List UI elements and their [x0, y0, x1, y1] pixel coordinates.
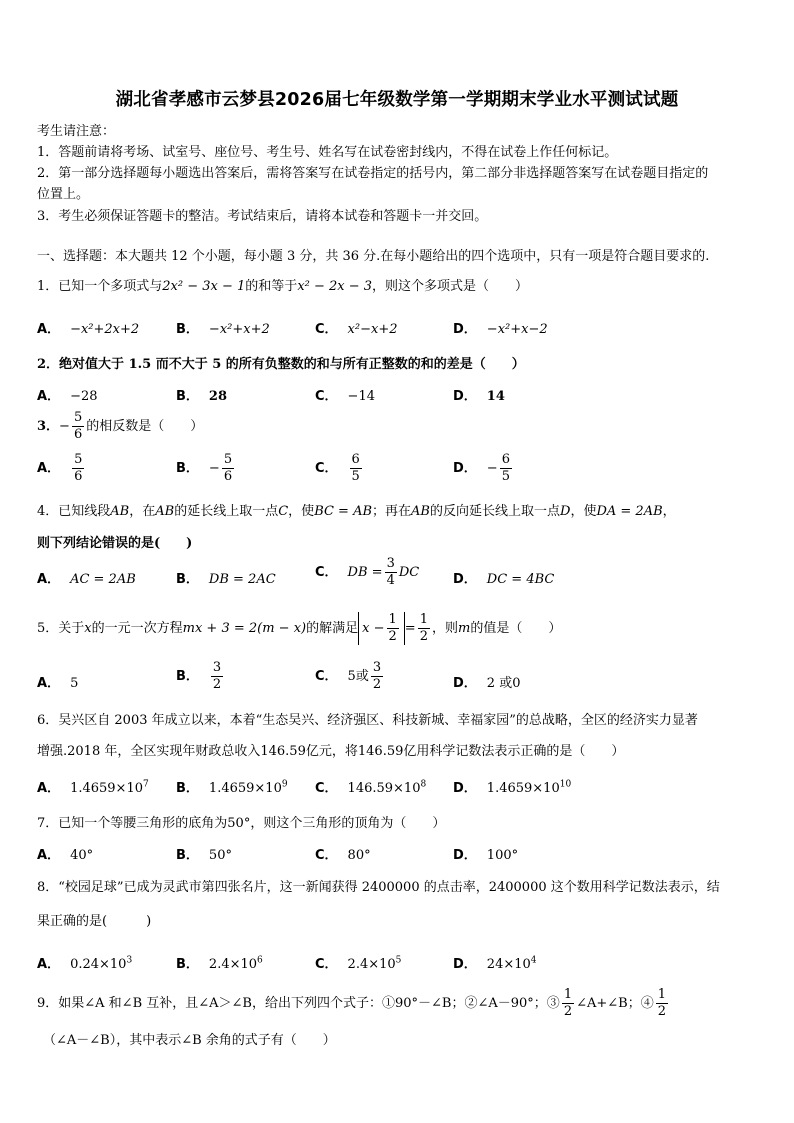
- q2-option-d[interactable]: D． 14: [453, 389, 505, 404]
- q2-option-a[interactable]: A． −28: [37, 389, 98, 404]
- q5-absolute-value: x − $\frac{1}{2}$: [358, 612, 405, 645]
- notice-item-1: 1．答题前请将考场、试室号、座位号、考生号、姓名写在试卷密封线内，不得在试卷上作任何标记。: [37, 145, 618, 160]
- notice-item-2-cont: 位置上。: [37, 187, 90, 202]
- question-9: 9．如果∠A 和∠B 互补，且∠A＞∠B，给出下列四个式子：①90°－∠B；②∠A－90°；③ $\frac{1}{2}$ ∠A+∠B；④ $\frac{1}{2}$: [37, 987, 666, 1019]
- question-2: 2．绝对值大于 1.5 而不大于 5 的所有负整数的和与所有正整数的和的差是（ ）: [37, 357, 525, 372]
- q3-option-d[interactable]: D． − $\frac{6}{5}$: [453, 452, 510, 484]
- q3-option-c[interactable]: C． $\frac{6}{5}$: [315, 452, 360, 484]
- q5-option-a[interactable]: A． 5: [37, 676, 79, 691]
- q6-option-c[interactable]: C． $146.59\times 10^8$: [315, 779, 427, 796]
- q8-option-c[interactable]: C． $2.4\times 10^5$: [315, 955, 402, 972]
- q8-option-d[interactable]: D． $24\times 10^4$: [453, 955, 537, 972]
- q1-option-c[interactable]: C． x²−x+2: [315, 322, 398, 337]
- q4-option-a[interactable]: A． AC = 2AB: [37, 572, 136, 587]
- q3-option-b[interactable]: B． − $\frac{5}{6}$: [176, 452, 233, 484]
- q8-option-a[interactable]: A． $0.24\times 10^3$: [37, 955, 133, 972]
- q6-option-b[interactable]: B． $1.4659\times 10^9$: [176, 779, 288, 796]
- q2-option-b[interactable]: B． 28: [176, 389, 228, 404]
- q5-option-b[interactable]: B． $\frac{3}{2}$: [176, 660, 222, 692]
- question-1: 1．已知一个多项式与2x² − 3x − 1的和等于x² − 2x − 3，则这个多项式是（ ）: [37, 279, 529, 294]
- q6-option-d[interactable]: D． $1.4659\times 10^{10}$: [453, 779, 572, 796]
- q1-option-a[interactable]: A． −x²+2x+2: [37, 322, 140, 337]
- question-6-line2: 增强.2018 年，全区实现年财政总收入146.59亿元，将146.59亿用科学记数法表示正确的是（ ）: [37, 744, 625, 759]
- q1-expr2: x² − 2x − 3: [297, 279, 373, 294]
- q4-option-c[interactable]: C． DB = $\frac{3}{4}$ DC: [315, 556, 420, 588]
- question-4-line2: 则下列结论错误的是( ): [37, 536, 193, 551]
- q7-option-a[interactable]: A． 40°: [37, 848, 94, 863]
- q7-option-d[interactable]: D． 100°: [453, 848, 519, 863]
- question-8-line2: 果正确的是( ): [37, 914, 152, 929]
- q1-option-d[interactable]: D． −x²+x−2: [453, 322, 548, 337]
- question-3: 3．− $\frac{5}{6}$ 的相反数是（ ）: [37, 410, 204, 442]
- q8-option-b[interactable]: B． $2.4\times 10^6$: [176, 955, 263, 972]
- notice-item-3: 3．考生必须保证答题卡的整洁。考试结束后，请将本试卷和答题卡一并交回。: [37, 209, 488, 224]
- question-6: 6．吴兴区自 2003 年成立以来，本着“生态吴兴、经济强区、科技新城、幸福家园”的总战略，全区的经济实力显著: [37, 713, 698, 728]
- question-8: 8．“校园足球”已成为灵武市第四张名片，这一新闻获得 2400000 的点击率，2400000 这个数用科学记数法表示，结: [37, 880, 720, 895]
- q2-option-c[interactable]: C． −14: [315, 389, 375, 404]
- q4-option-b[interactable]: B． DB = 2AC: [176, 572, 276, 587]
- question-4: 4．已知线段AB，在AB的延长线上取一点C，使BC = AB；再在AB的反向延长线上取一点D，使DA = 2AB，: [37, 504, 676, 519]
- question-7: 7．已知一个等腰三角形的底角为50°，则这个三角形的顶角为（ ）: [37, 816, 446, 831]
- q1-expr1: 2x² − 3x − 1: [162, 279, 246, 294]
- q5-option-d[interactable]: D． 2 或0: [453, 676, 521, 691]
- notice-item-2: 2．第一部分选择题每小题选出答案后，需将答案写在试卷指定的括号内，第二部分非选择题答案写在试卷题目指定的: [37, 166, 709, 181]
- notice-heading: 考生请注意：: [37, 124, 116, 139]
- q4-option-d[interactable]: D． DC = 4BC: [453, 572, 555, 587]
- question-9-line2: （∠A－∠B），其中表示∠B 余角的式子有（ ）: [43, 1033, 336, 1048]
- section-heading: 一、选择题：本大题共 12 个小题，每小题 3 分，共 36 分.在每小题给出的四个选项中，只有一项是符合题目要求的.: [37, 249, 710, 264]
- q1-option-b[interactable]: B． −x²+x+2: [176, 322, 270, 337]
- q7-option-b[interactable]: B． 50°: [176, 848, 232, 863]
- q3-fraction: $\frac{5}{6}$: [73, 410, 83, 442]
- page-title: 湖北省孝感市云梦县2026届七年级数学第一学期期末学业水平测试试题: [115, 90, 679, 110]
- q7-option-c[interactable]: C． 80°: [315, 848, 371, 863]
- q3-option-a[interactable]: A． $\frac{5}{6}$: [37, 452, 83, 484]
- q6-option-a[interactable]: A． $1.4659\times 10^7$: [37, 779, 149, 796]
- question-5: 5．关于x的一元一次方程mx + 3 = 2(m − x)的解满足 x − $\frac{1}{2}$ = $\frac{1}{2}$ ，则m的值是（ ）: [37, 612, 562, 644]
- q5-option-c[interactable]: C． 5或 $\frac{3}{2}$: [315, 660, 382, 692]
